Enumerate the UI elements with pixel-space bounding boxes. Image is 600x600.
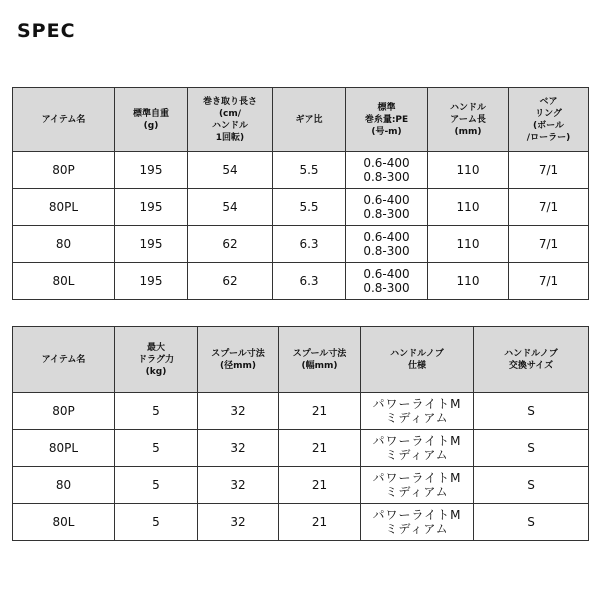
table-row — [13, 393, 589, 430]
cell-handle-length: 110 — [428, 226, 509, 263]
header-gear-ratio: ギア比 — [273, 88, 346, 152]
spec-table-2 — [12, 326, 589, 541]
cell-retrieve: 54 — [188, 152, 273, 189]
cell-knob-size: S — [474, 430, 589, 467]
cell-weight: 195 — [115, 189, 188, 226]
table-header-row — [13, 327, 589, 393]
cell-retrieve: 54 — [188, 189, 273, 226]
cell-knob-spec: パワーライトM ミディアム — [361, 393, 474, 430]
cell-knob-size: S — [474, 393, 589, 430]
cell-bearings: 7/1 — [509, 226, 589, 263]
cell-weight: 195 — [115, 226, 188, 263]
cell-item-name: 80PL — [13, 189, 115, 226]
cell-item-name: 80L — [13, 263, 115, 300]
header-knob-size: ハンドルノブ 交換サイズ — [474, 327, 589, 393]
cell-max-drag: 5 — [115, 393, 198, 430]
cell-retrieve: 62 — [188, 226, 273, 263]
cell-item-name: 80P — [13, 393, 115, 430]
header-bearings: ベア リング (ボール /ローラー) — [509, 88, 589, 152]
cell-weight: 195 — [115, 152, 188, 189]
cell-spool-diameter: 32 — [198, 467, 279, 504]
table-row — [13, 226, 589, 263]
cell-gear-ratio: 5.5 — [273, 189, 346, 226]
cell-bearings: 7/1 — [509, 152, 589, 189]
cell-spool-width: 21 — [279, 467, 361, 504]
cell-item-name: 80PL — [13, 430, 115, 467]
cell-max-drag: 5 — [115, 467, 198, 504]
header-weight: 標準自重 (g) — [115, 88, 188, 152]
cell-item-name: 80 — [13, 226, 115, 263]
cell-knob-size: S — [474, 504, 589, 541]
cell-max-drag: 5 — [115, 430, 198, 467]
cell-gear-ratio: 6.3 — [273, 263, 346, 300]
header-retrieve: 巻き取り長さ (cm/ ハンドル 1回転) — [188, 88, 273, 152]
header-max-drag: 最大 ドラグ力 (kg) — [115, 327, 198, 393]
table-row — [13, 152, 589, 189]
page-title: SPEC — [17, 20, 76, 42]
table-row — [13, 467, 589, 504]
cell-weight: 195 — [115, 263, 188, 300]
cell-knob-size: S — [474, 467, 589, 504]
cell-spool-width: 21 — [279, 430, 361, 467]
spec-table-1 — [12, 87, 589, 300]
cell-knob-spec: パワーライトM ミディアム — [361, 467, 474, 504]
header-handle-length: ハンドル アーム長 (mm) — [428, 88, 509, 152]
cell-item-name: 80 — [13, 467, 115, 504]
cell-spool-width: 21 — [279, 393, 361, 430]
cell-knob-spec: パワーライトM ミディアム — [361, 504, 474, 541]
table-row — [13, 504, 589, 541]
cell-gear-ratio: 5.5 — [273, 152, 346, 189]
cell-gear-ratio: 6.3 — [273, 226, 346, 263]
header-line-capacity: 標準 巻糸量:PE (号-m) — [346, 88, 428, 152]
header-item-name: アイテム名 — [13, 88, 115, 152]
header-spool-diameter: スプール寸法 (径mm) — [198, 327, 279, 393]
cell-item-name: 80P — [13, 152, 115, 189]
table-row — [13, 263, 589, 300]
cell-item-name: 80L — [13, 504, 115, 541]
cell-max-drag: 5 — [115, 504, 198, 541]
cell-line-capacity: 0.6-400 0.8-300 — [346, 226, 428, 263]
cell-line-capacity: 0.6-400 0.8-300 — [346, 152, 428, 189]
cell-handle-length: 110 — [428, 189, 509, 226]
cell-spool-diameter: 32 — [198, 504, 279, 541]
cell-line-capacity: 0.6-400 0.8-300 — [346, 263, 428, 300]
cell-bearings: 7/1 — [509, 189, 589, 226]
table-row — [13, 430, 589, 467]
cell-bearings: 7/1 — [509, 263, 589, 300]
table-header-row — [13, 88, 589, 152]
table-row — [13, 189, 589, 226]
cell-knob-spec: パワーライトM ミディアム — [361, 430, 474, 467]
cell-spool-width: 21 — [279, 504, 361, 541]
header-spool-width: スプール寸法 (幅mm) — [279, 327, 361, 393]
cell-handle-length: 110 — [428, 152, 509, 189]
cell-handle-length: 110 — [428, 263, 509, 300]
cell-spool-diameter: 32 — [198, 430, 279, 467]
header-knob-spec: ハンドルノブ 仕様 — [361, 327, 474, 393]
header-item-name: アイテム名 — [13, 327, 115, 393]
cell-spool-diameter: 32 — [198, 393, 279, 430]
cell-retrieve: 62 — [188, 263, 273, 300]
cell-line-capacity: 0.6-400 0.8-300 — [346, 189, 428, 226]
